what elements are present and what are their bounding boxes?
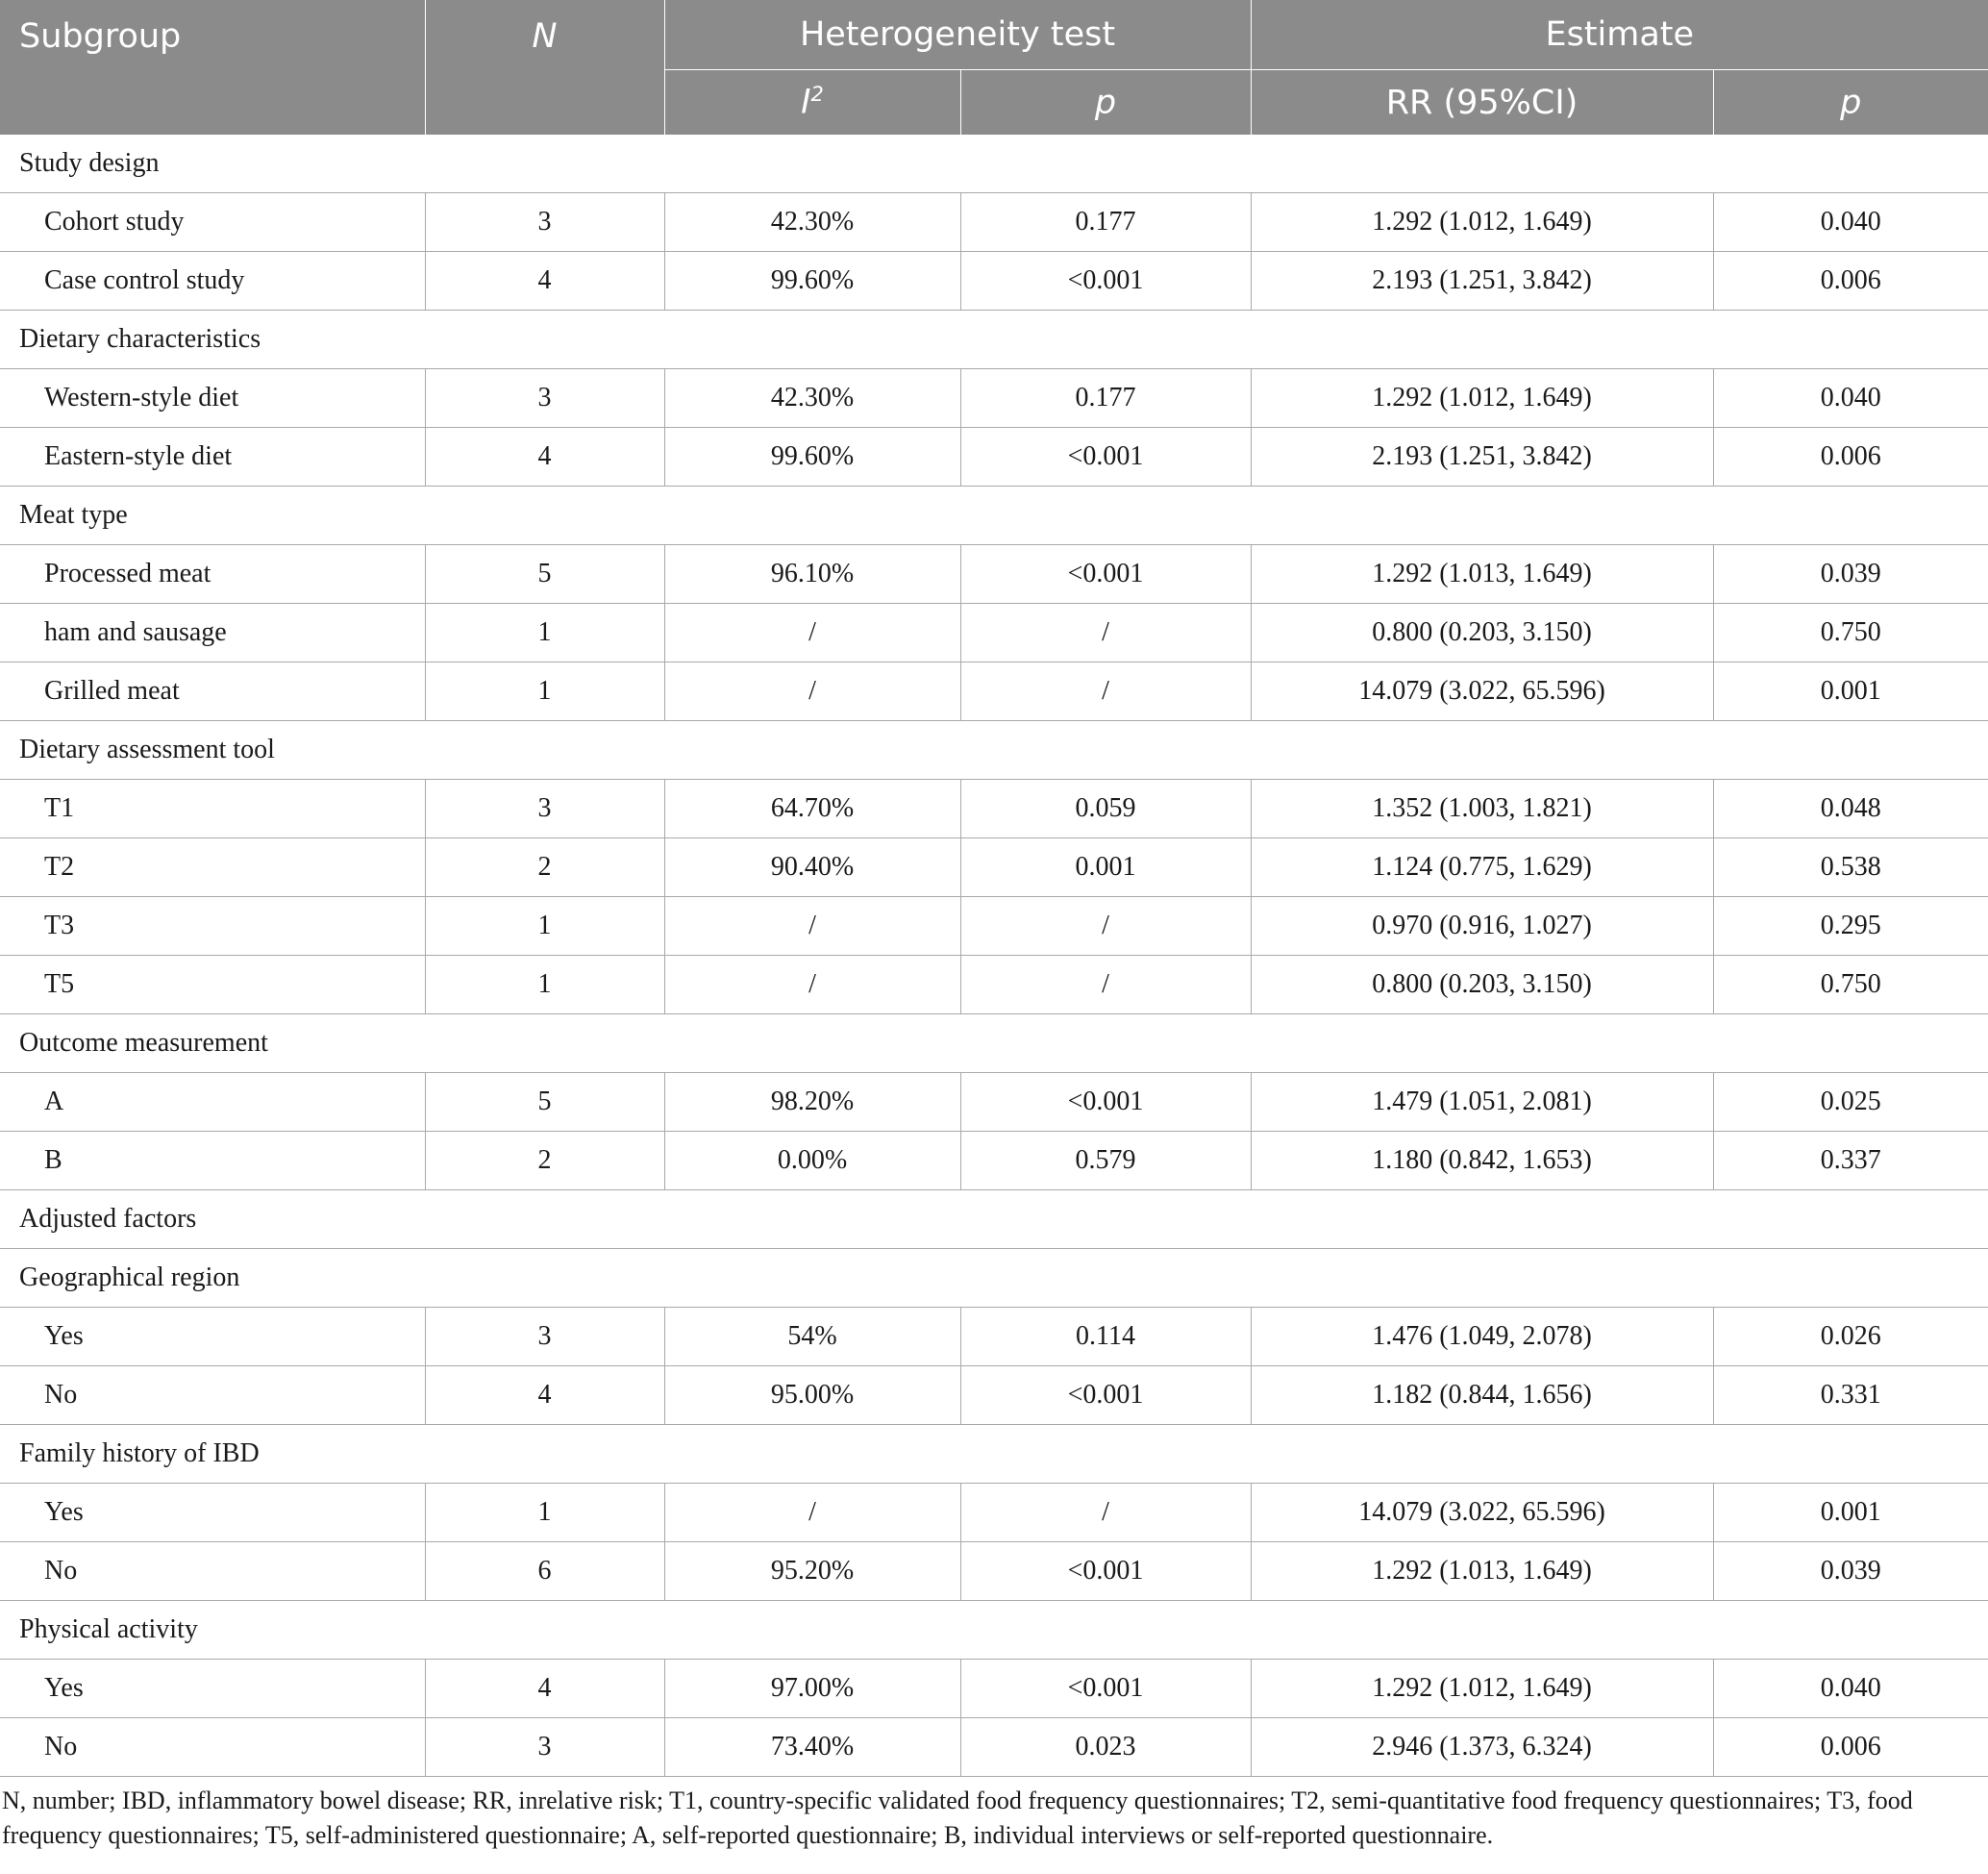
section-row: [0, 1190, 1988, 1249]
n-cell: 3: [425, 369, 664, 428]
n-cell: 1: [425, 956, 664, 1014]
table-row: [0, 193, 1988, 252]
n-cell: 3: [425, 193, 664, 252]
subgroup-cell: Cohort study: [0, 193, 425, 252]
i2-cell: /: [664, 604, 960, 662]
p-estimate-cell: 0.006: [1713, 428, 1988, 487]
n-cell: 3: [425, 1718, 664, 1777]
p-estimate-cell: 0.001: [1713, 662, 1988, 721]
header-heterogeneity-test: Heterogeneity test: [664, 0, 1251, 70]
i2-cell: 95.20%: [664, 1542, 960, 1601]
n-cell: 1: [425, 1484, 664, 1542]
subgroup-cell: No: [0, 1718, 425, 1777]
table-row: [0, 1660, 1988, 1718]
rr-ci-cell: 14.079 (3.022, 65.596): [1251, 662, 1713, 721]
p-estimate-cell: 0.048: [1713, 780, 1988, 838]
table-row: [0, 604, 1988, 662]
table-row: [0, 1366, 1988, 1425]
table-row: [0, 780, 1988, 838]
p-heterogeneity-cell: <0.001: [960, 1660, 1251, 1718]
rr-ci-cell: 0.970 (0.916, 1.027): [1251, 897, 1713, 956]
p-heterogeneity-cell: 0.177: [960, 193, 1251, 252]
header-i2: $I^2$: [664, 70, 960, 136]
p-estimate-cell: 0.025: [1713, 1073, 1988, 1132]
header-n: N: [425, 0, 664, 135]
table-row: [0, 897, 1988, 956]
n-cell: 1: [425, 662, 664, 721]
i2-cell: 54%: [664, 1308, 960, 1366]
i2-cell: /: [664, 956, 960, 1014]
table-row: [0, 956, 1988, 1014]
i2-cell: 95.00%: [664, 1366, 960, 1425]
table-row: [0, 1484, 1988, 1542]
section-label: Outcome measurement: [0, 1014, 1988, 1073]
table-row: [0, 428, 1988, 487]
header-p-heterogeneity: p: [960, 70, 1251, 136]
rr-ci-cell: 1.180 (0.842, 1.653): [1251, 1132, 1713, 1190]
table-row: [0, 545, 1988, 604]
table-row: [0, 662, 1988, 721]
subgroup-cell: No: [0, 1366, 425, 1425]
p-heterogeneity-cell: 0.023: [960, 1718, 1251, 1777]
i2-cell: 42.30%: [664, 193, 960, 252]
i2-cell: 90.40%: [664, 838, 960, 897]
rr-ci-cell: 2.946 (1.373, 6.324): [1251, 1718, 1713, 1777]
rr-ci-cell: 1.352 (1.003, 1.821): [1251, 780, 1713, 838]
section-row: [0, 1601, 1988, 1660]
i2-cell: 99.60%: [664, 428, 960, 487]
p-estimate-cell: 0.040: [1713, 1660, 1988, 1718]
p-heterogeneity-cell: <0.001: [960, 252, 1251, 311]
p-heterogeneity-cell: /: [960, 897, 1251, 956]
rr-ci-cell: 1.182 (0.844, 1.656): [1251, 1366, 1713, 1425]
p-estimate-cell: 0.538: [1713, 838, 1988, 897]
section-row: [0, 1014, 1988, 1073]
n-cell: 5: [425, 1073, 664, 1132]
section-row: [0, 487, 1988, 545]
section-label: Dietary assessment tool: [0, 721, 1988, 780]
header-p-estimate: p: [1713, 70, 1988, 136]
rr-ci-cell: 2.193 (1.251, 3.842): [1251, 428, 1713, 487]
rr-ci-cell: 1.476 (1.049, 2.078): [1251, 1308, 1713, 1366]
header-estimate: Estimate: [1251, 0, 1988, 70]
p-heterogeneity-cell: <0.001: [960, 428, 1251, 487]
i2-cell: 96.10%: [664, 545, 960, 604]
p-heterogeneity-cell: /: [960, 662, 1251, 721]
subgroup-cell: T3: [0, 897, 425, 956]
table-row: [0, 1308, 1988, 1366]
subgroup-cell: Grilled meat: [0, 662, 425, 721]
p-heterogeneity-cell: 0.001: [960, 838, 1251, 897]
i2-cell: 0.00%: [664, 1132, 960, 1190]
p-heterogeneity-cell: 0.177: [960, 369, 1251, 428]
rr-ci-cell: 0.800 (0.203, 3.150): [1251, 956, 1713, 1014]
subgroup-cell: Eastern-style diet: [0, 428, 425, 487]
rr-ci-cell: 1.124 (0.775, 1.629): [1251, 838, 1713, 897]
n-cell: 4: [425, 252, 664, 311]
p-estimate-cell: 0.040: [1713, 193, 1988, 252]
i2-cell: /: [664, 1484, 960, 1542]
table-row: [0, 838, 1988, 897]
i2-cell: /: [664, 662, 960, 721]
rr-ci-cell: 2.193 (1.251, 3.842): [1251, 252, 1713, 311]
p-heterogeneity-cell: 0.579: [960, 1132, 1251, 1190]
n-cell: 6: [425, 1542, 664, 1601]
p-heterogeneity-cell: <0.001: [960, 1542, 1251, 1601]
p-estimate-cell: 0.750: [1713, 956, 1988, 1014]
p-heterogeneity-cell: /: [960, 1484, 1251, 1542]
i2-cell: 64.70%: [664, 780, 960, 838]
rr-ci-cell: 1.292 (1.013, 1.649): [1251, 1542, 1713, 1601]
table-row: [0, 1132, 1988, 1190]
section-row: [0, 1249, 1988, 1308]
n-cell: 2: [425, 838, 664, 897]
p-heterogeneity-cell: /: [960, 956, 1251, 1014]
n-cell: 1: [425, 604, 664, 662]
section-row: [0, 311, 1988, 369]
p-estimate-cell: 0.295: [1713, 897, 1988, 956]
section-row: [0, 1425, 1988, 1484]
p-heterogeneity-cell: 0.114: [960, 1308, 1251, 1366]
section-label: Family history of IBD: [0, 1425, 1988, 1484]
rr-ci-cell: 1.292 (1.012, 1.649): [1251, 1660, 1713, 1718]
section-label: Geographical region: [0, 1249, 1988, 1308]
p-estimate-cell: 0.006: [1713, 252, 1988, 311]
section-row: [0, 135, 1988, 193]
p-estimate-cell: 0.337: [1713, 1132, 1988, 1190]
table-row: [0, 1718, 1988, 1777]
subgroup-cell: No: [0, 1542, 425, 1601]
table-row: [0, 1542, 1988, 1601]
rr-ci-cell: 1.292 (1.013, 1.649): [1251, 545, 1713, 604]
p-estimate-cell: 0.039: [1713, 1542, 1988, 1601]
header-subgroup: Subgroup: [0, 0, 425, 135]
p-heterogeneity-cell: <0.001: [960, 545, 1251, 604]
subgroup-cell: T5: [0, 956, 425, 1014]
table-row: [0, 1073, 1988, 1132]
subgroup-cell: ham and sausage: [0, 604, 425, 662]
table-row: [0, 252, 1988, 311]
p-heterogeneity-cell: /: [960, 604, 1251, 662]
n-cell: 4: [425, 1366, 664, 1425]
rr-ci-cell: 0.800 (0.203, 3.150): [1251, 604, 1713, 662]
section-row: [0, 721, 1988, 780]
p-estimate-cell: 0.331: [1713, 1366, 1988, 1425]
rr-ci-cell: 1.292 (1.012, 1.649): [1251, 193, 1713, 252]
p-heterogeneity-cell: <0.001: [960, 1073, 1251, 1132]
section-label: Adjusted factors: [0, 1190, 1988, 1249]
n-cell: 4: [425, 428, 664, 487]
subgroup-cell: Yes: [0, 1484, 425, 1542]
i2-cell: 73.40%: [664, 1718, 960, 1777]
subgroup-cell: T2: [0, 838, 425, 897]
subgroup-cell: Western-style diet: [0, 369, 425, 428]
i2-cell: 98.20%: [664, 1073, 960, 1132]
i2-cell: /: [664, 897, 960, 956]
p-estimate-cell: 0.006: [1713, 1718, 1988, 1777]
section-label: Meat type: [0, 487, 1988, 545]
rr-ci-cell: 14.079 (3.022, 65.596): [1251, 1484, 1713, 1542]
n-cell: 5: [425, 545, 664, 604]
subgroup-cell: Yes: [0, 1660, 425, 1718]
subgroup-cell: Yes: [0, 1308, 425, 1366]
subgroup-cell: Case control study: [0, 252, 425, 311]
section-label: Dietary characteristics: [0, 311, 1988, 369]
p-estimate-cell: 0.039: [1713, 545, 1988, 604]
i2-cell: 99.60%: [664, 252, 960, 311]
n-cell: 1: [425, 897, 664, 956]
n-cell: 4: [425, 1660, 664, 1718]
subgroup-cell: A: [0, 1073, 425, 1132]
p-estimate-cell: 0.750: [1713, 604, 1988, 662]
p-estimate-cell: 0.001: [1713, 1484, 1988, 1542]
rr-ci-cell: 1.292 (1.012, 1.649): [1251, 369, 1713, 428]
p-heterogeneity-cell: <0.001: [960, 1366, 1251, 1425]
table-row: [0, 369, 1988, 428]
section-label: Physical activity: [0, 1601, 1988, 1660]
n-cell: 3: [425, 780, 664, 838]
header-rr-95ci: RR (95%CI): [1251, 70, 1713, 136]
p-heterogeneity-cell: 0.059: [960, 780, 1251, 838]
i2-cell: 42.30%: [664, 369, 960, 428]
subgroup-cell: B: [0, 1132, 425, 1190]
p-estimate-cell: 0.026: [1713, 1308, 1988, 1366]
p-estimate-cell: 0.040: [1713, 369, 1988, 428]
n-cell: 2: [425, 1132, 664, 1190]
section-label: Study design: [0, 135, 1988, 193]
rr-ci-cell: 1.479 (1.051, 2.081): [1251, 1073, 1713, 1132]
table-footnote: N, number; IBD, inflammatory bowel disease; RR, inrelative risk; T1, country-specific validated food frequency questionnaires; T2, semi-quantitative food frequency questionnaires; T3, food frequency questionnaires; T5, self-administered questionnaire; A, self-reported questionnaire; B, individual interviews or self-reported questionnaire.: [2, 1787, 1913, 1849]
subgroup-cell: T1: [0, 780, 425, 838]
subgroup-cell: Processed meat: [0, 545, 425, 604]
table-body: [0, 135, 1988, 1777]
i2-cell: 97.00%: [664, 1660, 960, 1718]
n-cell: 3: [425, 1308, 664, 1366]
